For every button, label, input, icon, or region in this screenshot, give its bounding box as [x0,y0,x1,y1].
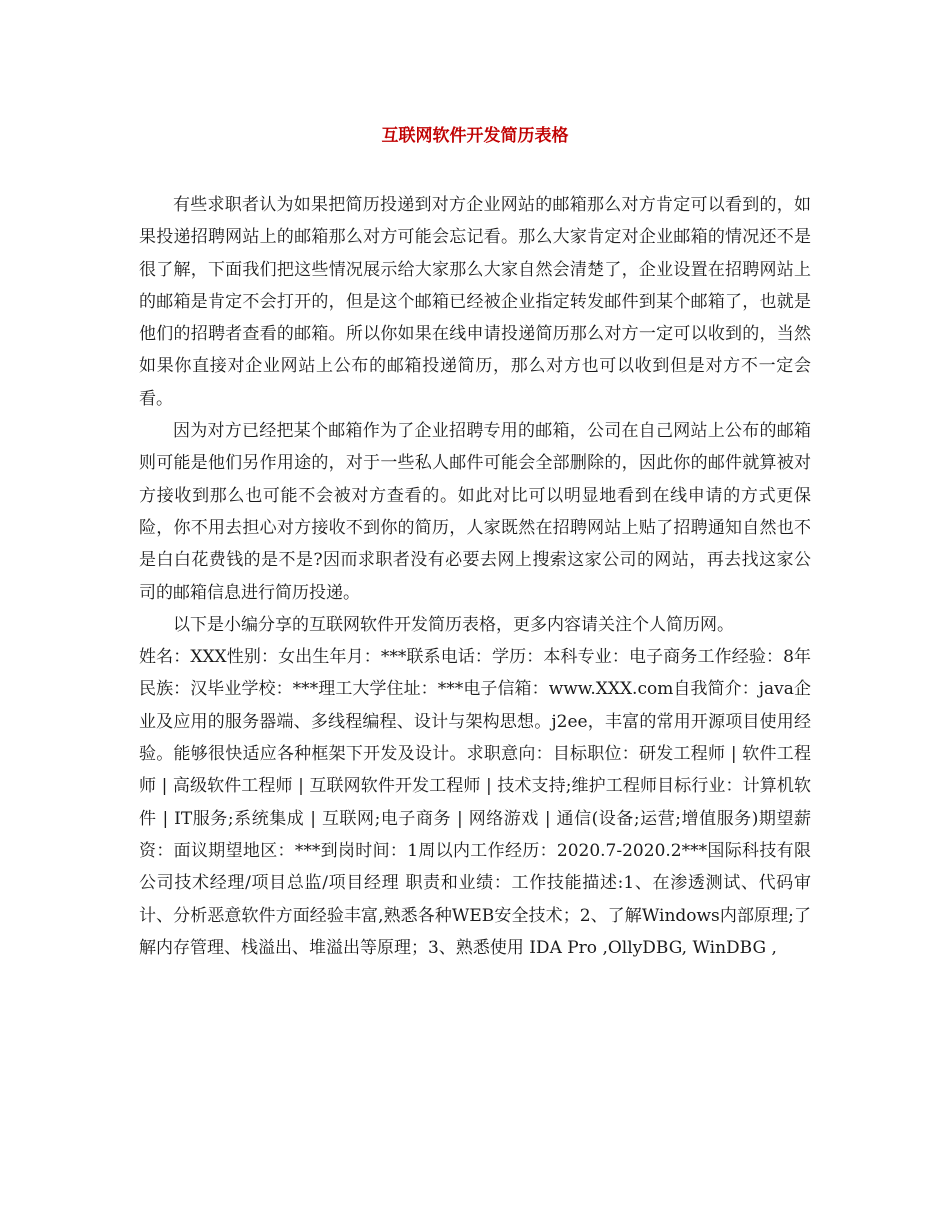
resume-details: 姓名：XXX性别：女出生年月：***联系电话：学历：本科专业：电子商务工作经验：8年民族：汉毕业学校：***理工大学住址：***电子信箱：www.XXX.com自我简介：java企业及应用的服务器端、多线程编程、设计与架构思想。j2ee，丰富的常用开源项目使用经验。能够很快适应各种框架下开发及设计。求职意向：目标职位：研发工程师 | 软件工程师 | 高级软件工程师 | 互联网软件开发工程师 | 技术支持;维护工程师目标行业：计算机软件 | IT服务;系统集成 | 互联网;电子商务 | 网络游戏 | 通信(设备;运营;增值服务)期望薪资：面议期望地区：***到岗时间：1周以内工作经历：2020.7-2020.2***国际科技有限公司技术经理/项目总监/项目经理 职责和业绩：工作技能描述:1、在渗透测试、代码审计、分析恶意软件方面经验丰富,熟悉各种WEB安全技术；2、了解Windows内部原理;了解内存管理、栈溢出、堆溢出等原理；3、熟悉使用 IDA Pro ,OllyDBG, WinDBG , [139,647,811,958]
paragraph-intro: 有些求职者认为如果把简历投递到对方企业网站的邮箱那么对方肯定可以看到的，如果投递招聘网站上的邮箱那么对方可能会忘记看。那么大家肯定对企业邮箱的情况还不是很了解，下面我们把这些情况展示给大家那么大家自然会清楚了，企业设置在招聘网站上的邮箱是肯定不会打开的，但是这个邮箱已经被企业指定转发邮件到某个邮箱了，也就是他们的招聘者查看的邮箱。所以你如果在线申请投递简历那么对方一定可以收到的，当然如果你直接对企业网站上公布的邮箱投递简历，那么对方也可以收到但是对方不一定会看。 [139,195,811,409]
paragraph-share-note: 以下是小编分享的互联网软件开发简历表格，更多内容请关注个人简历网。 [173,614,734,635]
document-body [139,189,811,964]
document-title: 互联网软件开发简历表格 [381,126,569,146]
paragraph-email-explanation: 因为对方已经把某个邮箱作为了企业招聘专用的邮箱，公司在自己网站上公布的邮箱则可能是他们另作用途的，对于一些私人邮件可能会全部删除的，因此你的邮件就算被对方接收到那么也可能不会被对方查看的。如此对比可以明显地看到在线申请的方式更保险，你不用去担心对方接收不到你的简历，人家既然在招聘网站上贴了招聘通知自然也不是白白花费钱的是不是?因而求职者没有必要去网上搜索这家公司的网站，再去找这家公司的邮箱信息进行简历投递。 [139,421,811,603]
